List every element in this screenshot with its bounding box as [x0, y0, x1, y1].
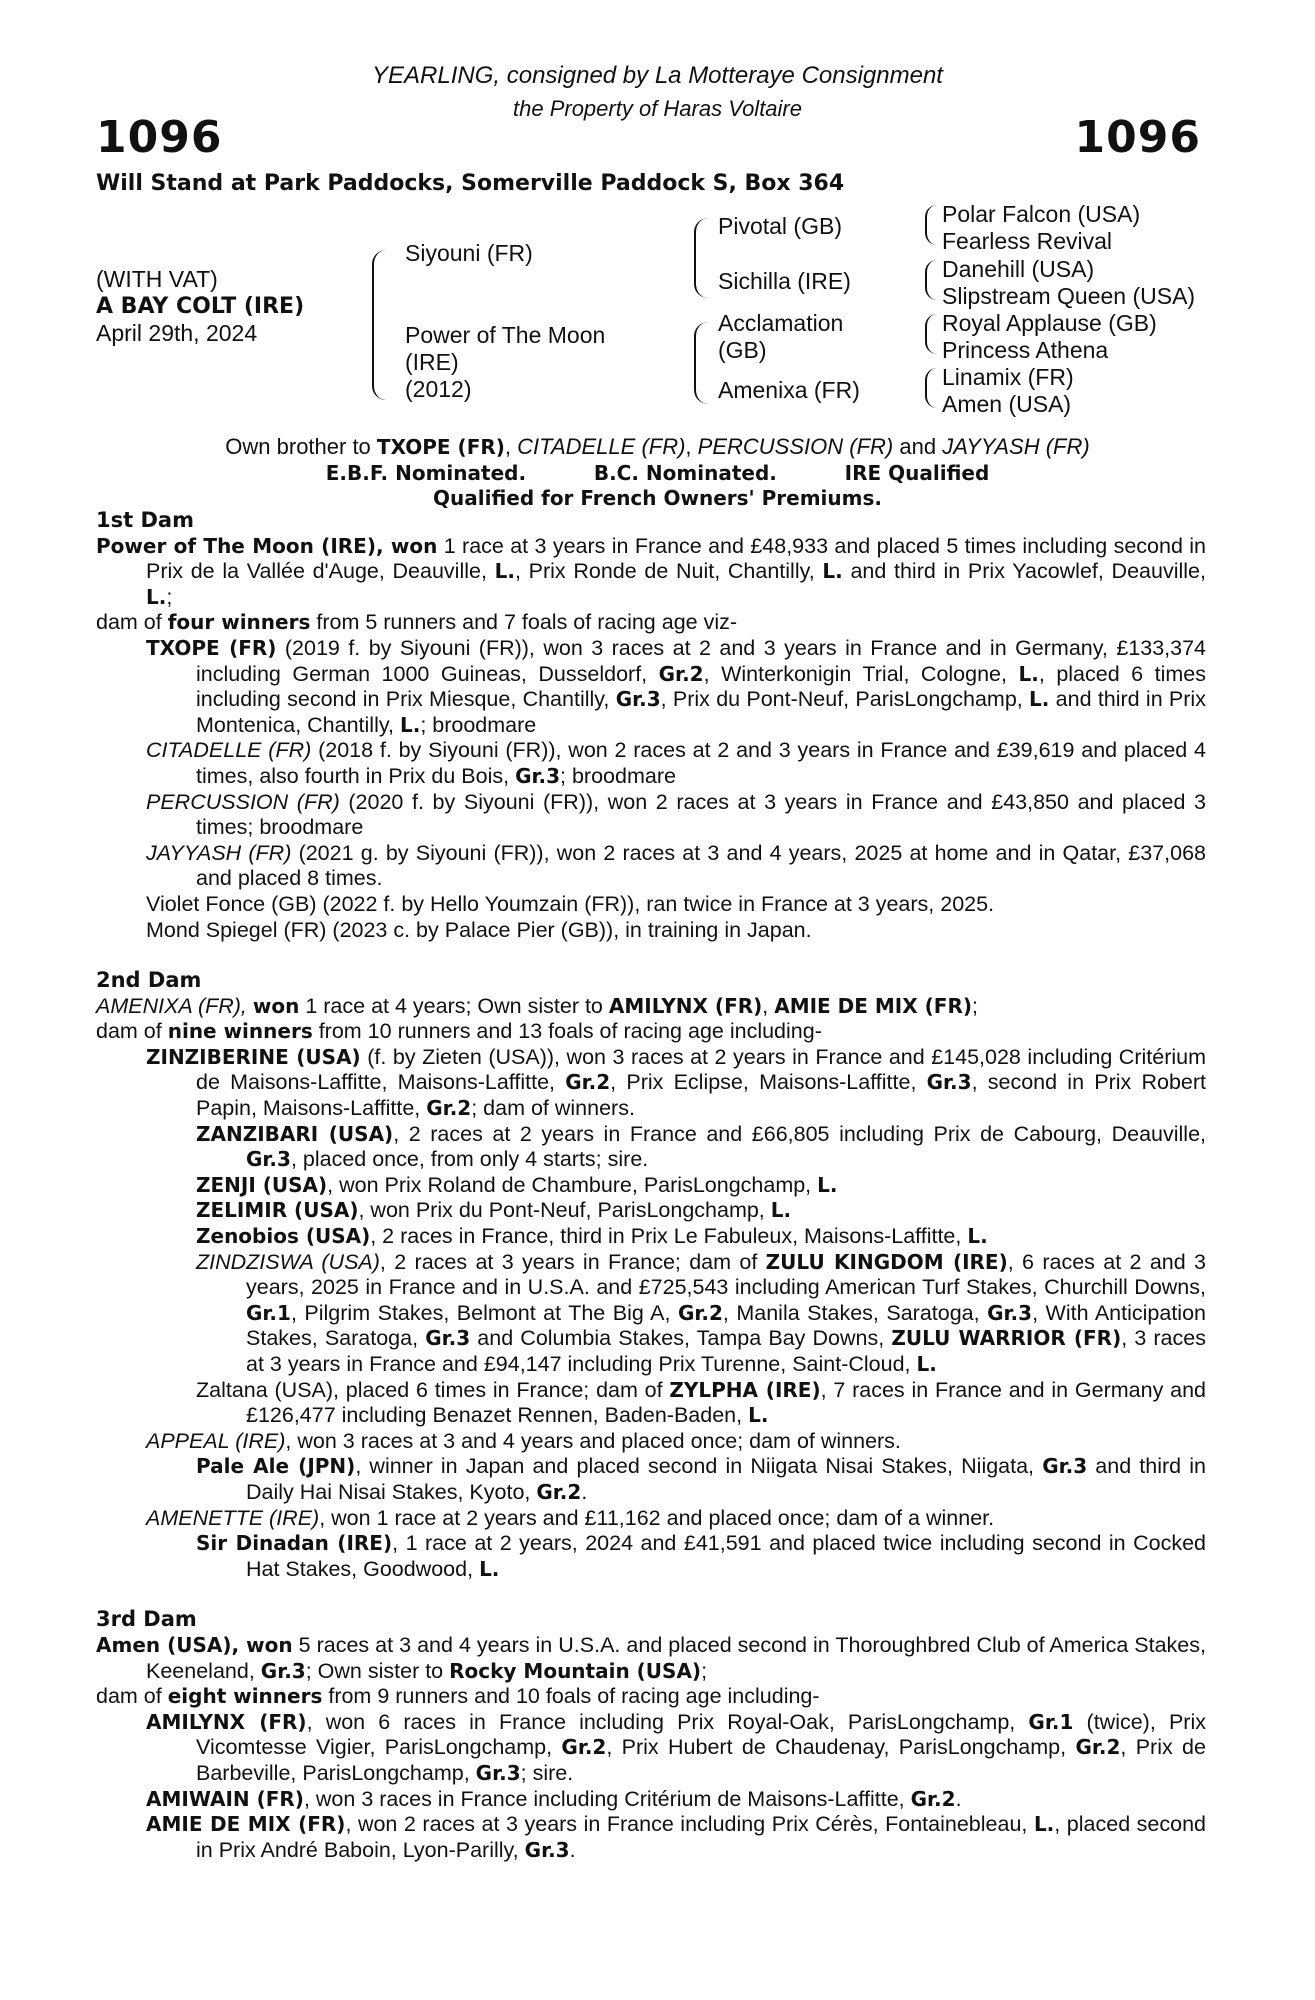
- dds: Linamix (FR): [942, 364, 1074, 390]
- property-line: the Property of Haras Voltaire: [513, 96, 802, 121]
- third-dam-produce-summary: dam of eight winners from 9 runners and 10 foals of racing age including-: [96, 1684, 820, 1709]
- french-premiums-line: Qualified for French Owners' Premiums.: [433, 486, 882, 510]
- produce-zinziberine: ZINZIBERINE (USA) (f. by Zieten (USA)), won 3 races at 2 years in France and £145,028 including Critérium de Maisons-Laffitte, Maisons-Laffitte, Gr.2, Prix Eclipse, Maisons-Laffitte, Gr.3, second in Prix Robert Papin, Maisons-Laffitte, Gr.2; dam of winners.: [146, 1044, 1207, 1121]
- produce-zelimir: ZELIMIR (USA), won Prix du Pont-Neuf, ParisLongchamp, L.: [196, 1198, 792, 1223]
- produce-txope: TXOPE (FR) (2019 f. by Siyouni (FR)), won 3 races at 2 and 3 years in France and in Germany, £133,374 including German 1000 Guineas, Dusseldorf, Gr.2, Winterkonigin Trial, Cologne, L., placed 6 times including second in Prix Miesque, Chantilly, Gr.3, Prix du Pont-Neuf, ParisLongchamp, L. and third in Prix Montenica, Chantilly, L.; broodmare: [146, 635, 1206, 737]
- second-dam-intro: AMENIXA (FR), won 1 race at 4 years; Own sister to AMILYNX (FR), AMIE DE MIX (FR);: [96, 993, 978, 1018]
- dam-sire-line2: (GB): [718, 337, 767, 363]
- dam-line3: (2012): [405, 376, 472, 402]
- second-dam-title: 2nd Dam: [96, 968, 202, 993]
- produce-record: [96, 508, 1206, 1863]
- produce-amie-de-mix: AMIE DE MIX (FR), won 2 races at 3 years in France including Prix Cérès, Fontainebleau, L., placed second in Prix André Baboin, Lyon-Parilly, Gr.3.: [146, 1812, 1207, 1862]
- produce-amenette: AMENETTE (IRE), won 1 race at 2 years and £11,162 and placed once; dam of a winner.: [146, 1505, 995, 1530]
- produce-zenobios: Zenobios (USA), 2 races in France, third in Prix Le Fabuleux, Maisons-Laffitte, L.: [196, 1224, 988, 1249]
- first-dam-intro: Power of The Moon (IRE), won 1 race at 3 years in France and £48,933 and placed 5 times including second in Prix de la Vallée d'Auge, Deauville, L., Prix Ronde de Nuit, Chantilly, L. and third in Prix Yacowlef, Deauville, L.;: [96, 533, 1206, 609]
- stand-location: Will Stand at Park Paddocks, Somerville Paddock S, Box 364: [96, 171, 845, 196]
- horse-name: A BAY COLT (IRE): [96, 294, 305, 319]
- bracket-g3-2: [925, 260, 937, 300]
- produce-citadelle: CITADELLE (FR) (2018 f. by Siyouni (FR)), won 2 races at 2 and 3 years in France and £39,619 and placed 4 times, also fourth in Prix du Bois, Gr.3; broodmare: [146, 738, 1207, 788]
- ire-qualified: IRE Qualified: [844, 461, 990, 485]
- third-dam-title: 3rd Dam: [96, 1607, 197, 1632]
- pedigree-bracket-sire: [694, 218, 708, 298]
- produce-sir-dinadan: Sir Dinadan (IRE), 1 race at 2 years, 2024 and £41,591 and placed twice including second in Cocked Hat Stakes, Goodwood, L.: [196, 1531, 1207, 1581]
- bc-nominated: B.C. Nominated.: [593, 461, 777, 485]
- dss: Royal Applause (GB): [942, 310, 1157, 336]
- sdd: Slipstream Queen (USA): [942, 283, 1196, 309]
- bracket-g3-1: [925, 205, 937, 245]
- dam-line2: (IRE): [405, 349, 459, 375]
- first-dam-produce-summary: dam of four winners from 5 runners and 7 foals of racing age viz-: [96, 610, 738, 635]
- produce-zindziswa: ZINDZISWA (USA), 2 races at 3 years in France; dam of ZULU KINGDOM (IRE), 6 races at 2 and 3 years, 2025 in France and in U.S.A. and £725,543 including American Turf Stakes, Churchill Downs, Gr.1, Pilgrim Stakes, Belmont at The Big A, Gr.2, Manila Stakes, Saratoga, Gr.3, With Anticipation Stakes, Saratoga, Gr.3 and Columbia Stakes, Tampa Bay Downs, ZULU WARRIOR (FR), 3 races at 3 years in France and £94,147 including Prix Turenne, Saint-Cloud, L.: [196, 1249, 1206, 1376]
- sire-sire: Pivotal (GB): [718, 213, 842, 239]
- sire-dam: Sichilla (IRE): [718, 268, 851, 294]
- produce-jayyash: JAYYASH (FR) (2021 g. by Siyouni (FR)), won 2 races at 3 and 4 years, 2025 at home and in Qatar, £37,068 and placed 8 times.: [146, 840, 1206, 891]
- second-dam-produce-summary: dam of nine winners from 10 runners and 13 foals of racing age including-: [96, 1019, 822, 1044]
- sss: Polar Falcon (USA): [942, 201, 1141, 227]
- produce-zanzibari: ZANZIBARI (USA), 2 races at 2 years in France and £66,805 including Prix de Cabourg, Deauville, Gr.3, placed once, from only 4 starts; sire.: [196, 1121, 1206, 1172]
- bracket-g3-4: [925, 368, 937, 408]
- nominations-line: [0, 459, 1315, 487]
- bracket-g3-3: [925, 314, 937, 354]
- vat-note: (WITH VAT): [96, 266, 218, 292]
- produce-pale-ale: Pale Ale (JPN), winner in Japan and placed second in Niigata Nisai Stakes, Niigata, Gr.3 and third in Daily Hai Nisai Stakes, Kyoto, Gr.2.: [196, 1454, 1206, 1504]
- date-of-birth: April 29th, 2024: [96, 320, 258, 346]
- pedigree-bracket-main: [372, 250, 388, 400]
- lot-number-left: 1096: [96, 112, 223, 163]
- own-brother-line: Own brother to TXOPE (FR), CITADELLE (FR), PERCUSSION (FR) and JAYYASH (FR): [225, 434, 1090, 459]
- dam-line1: Power of The Moon: [405, 322, 606, 348]
- produce-amiwain: AMIWAIN (FR), won 3 races in France including Critérium de Maisons-Laffitte, Gr.2.: [146, 1786, 962, 1811]
- first-dam-title: 1st Dam: [96, 508, 194, 532]
- dsd: Princess Athena: [942, 337, 1109, 363]
- produce-amilynx: AMILYNX (FR), won 6 races in France including Prix Royal-Oak, ParisLongchamp, Gr.1 (twice), Prix Vicomtesse Vigier, ParisLongchamp, Gr.2, Prix Hubert de Chaudenay, ParisLongchamp, Gr.2, Prix de Barbeville, ParisLongchamp, Gr.3; sire.: [146, 1709, 1206, 1785]
- ddd: Amen (USA): [942, 391, 1072, 417]
- produce-zaltana: Zaltana (USA), placed 6 times in France; dam of ZYLPHA (IRE), 7 races in France and in Germany and £126,477 including Benazet Rennen, Baden-Baden, L.: [196, 1377, 1206, 1428]
- lot-number-right: 1096: [1074, 112, 1201, 163]
- dam-sire-line1: Acclamation: [718, 310, 844, 336]
- produce-mond-spiegel: Mond Spiegel (FR) (2023 c. by Palace Pier (GB)), in training in Japan.: [146, 917, 812, 942]
- produce-violet-fonce: Violet Fonce (GB) (2022 f. by Hello Youmzain (FR)), ran twice in France at 3 years, 2025.: [146, 891, 995, 916]
- consignor-line: YEARLING, consigned by La Motteraye Consignment: [372, 62, 943, 89]
- ssd: Fearless Revival: [942, 228, 1112, 254]
- produce-appeal: APPEAL (IRE), won 3 races at 3 and 4 years and placed once; dam of winners.: [146, 1428, 901, 1453]
- third-dam-intro: Amen (USA), won 5 races at 3 and 4 years in U.S.A. and placed second in Thoroughbred Club of America Stakes, Keeneland, Gr.3; Own sister to Rocky Mountain (USA);: [96, 1632, 1206, 1683]
- sds: Danehill (USA): [942, 256, 1095, 282]
- produce-percussion: PERCUSSION (FR) (2020 f. by Siyouni (FR)), won 2 races at 3 years in France and £43,850 and placed 3 times; broodmare: [146, 789, 1206, 840]
- pedigree-bracket-dam: [694, 322, 708, 404]
- sire: Siyouni (FR): [405, 240, 533, 266]
- dam-dam: Amenixa (FR): [718, 377, 860, 403]
- produce-zenji: ZENJI (USA), won Prix Roland de Chambure, ParisLongchamp, L.: [196, 1172, 838, 1197]
- ebf-nominated: E.B.F. Nominated.: [325, 461, 527, 485]
